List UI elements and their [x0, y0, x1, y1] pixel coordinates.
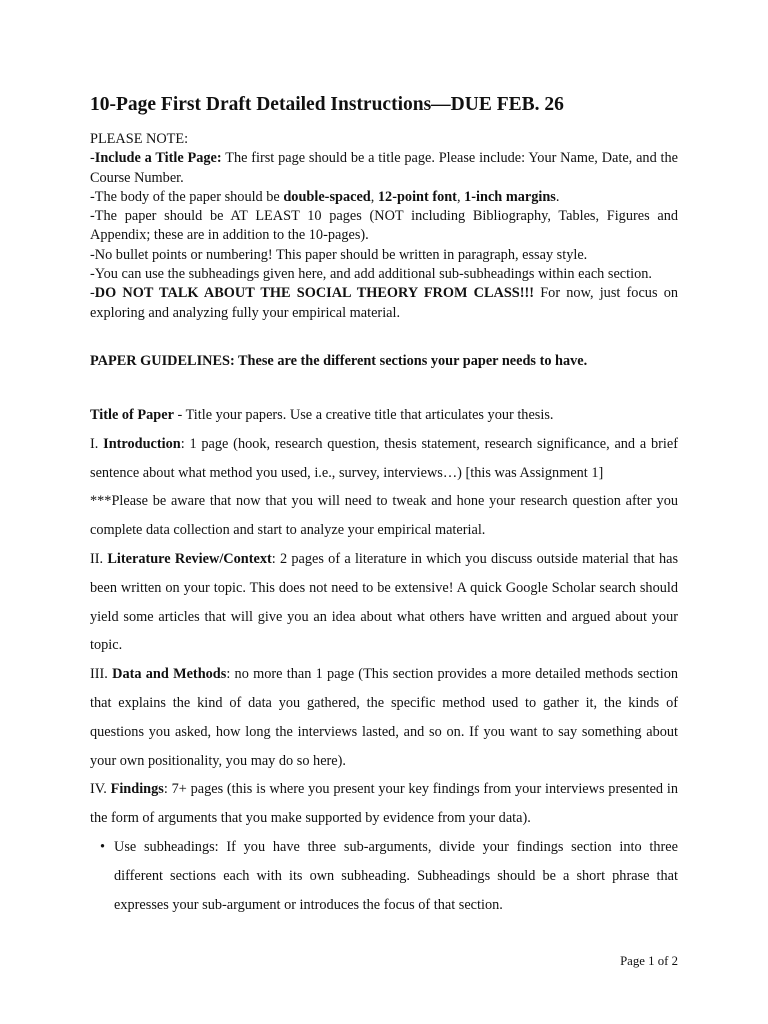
title-of-paper-text: - Title your papers. Use a creative title that articulates your thesis.	[173, 406, 554, 423]
introduction-note: ***Please be aware that now that you will need to tweak and hone your research question after you complete data collection and start to analyze your empirical material.	[90, 493, 678, 539]
data-methods-section	[90, 660, 678, 775]
literature-review-section	[90, 545, 678, 660]
title-page-text: The first page should be a title page. Please include: Your Name, Date, and the Course Number.	[90, 150, 678, 186]
body-format-text-2: ,	[370, 188, 378, 205]
bullet-icon: •	[100, 838, 106, 855]
body-format-text-1: -The body of the paper should be	[90, 188, 284, 205]
introduction-bold: Introduction	[103, 435, 181, 452]
literature-text: : 2 pages of a literature in which you discuss outside material that has been written on your topic. This does not need to be extensive! A quick Google Scholar search should yield some articles that will give you an idea about what others have written and argued about your topic.	[90, 550, 679, 654]
introduction-section	[90, 430, 678, 488]
social-theory-instruction	[90, 284, 678, 323]
title-page-instruction	[90, 149, 678, 188]
findings-num: IV.	[90, 781, 111, 798]
page-number-footer: Page 1 of 2	[620, 954, 678, 968]
social-theory-text: For now, just focus on exploring and analyzing fully your empirical material.	[90, 285, 678, 321]
subheadings-instruction: -You can use the subheadings given here, and add additional sub-subheadings within each section.	[90, 266, 652, 283]
literature-num: II.	[90, 550, 108, 567]
title-of-paper-section	[90, 401, 678, 430]
social-theory-prefix: -	[90, 285, 95, 302]
introduction-num: I.	[90, 435, 104, 452]
length-instruction: -The paper should be AT LEAST 10 pages (NOT including Bibliography, Tables, Figures and Appendix; these are in addition to the 10-pages).	[90, 208, 678, 244]
data-methods-bold: Data and Methods	[112, 666, 227, 683]
data-methods-text: : no more than 1 page (This section provides a more detailed methods section that explains the kind of data you gathered, the specific method used to gather it, the kinds of questions you asked, how long the interviews lasted, and so on. If you want to say something about your own positionality, you may do so here).	[90, 666, 678, 769]
margins-bold: 1-inch margins	[464, 188, 556, 205]
please-note-block	[90, 130, 678, 323]
list-item	[90, 833, 678, 919]
document-title: 10-Page First Draft Detailed Instructions—DUE FEB. 26	[90, 94, 564, 115]
body-format-instruction	[90, 188, 678, 207]
double-spaced-bold: double-spaced	[283, 188, 371, 205]
sections-block	[90, 401, 678, 919]
font-size-bold: 12-point font	[377, 188, 457, 205]
findings-text: : 7+ pages (this is where you present your key findings from your interviews presented in the form of arguments that you make supported by evidence from your data).	[90, 781, 678, 827]
paper-guidelines-heading: PAPER GUIDELINES: These are the different sections your paper needs to have.	[90, 352, 588, 369]
body-format-text-3: ,	[456, 188, 465, 205]
introduction-text: : 1 page (hook, research question, thesis statement, research significance, and a brief sentence about what method you used, i.e., survey, interviews…) [this was Assignment 1]	[90, 435, 678, 481]
title-of-paper-bold: Title of Paper	[90, 406, 174, 423]
literature-bold: Literature Review/Context	[107, 550, 272, 567]
findings-section	[90, 775, 678, 833]
findings-bullet-list	[90, 833, 678, 919]
please-note-heading: PLEASE NOTE:	[90, 131, 189, 147]
title-page-prefix: -	[90, 150, 95, 167]
findings-bold: Findings	[110, 781, 164, 798]
document-body	[90, 92, 678, 919]
title-page-bold: Include a Title Page:	[94, 150, 222, 167]
no-bullets-instruction: -No bullet points or numbering! This paper should be written in paragraph, essay style.	[90, 246, 588, 263]
data-methods-num: III.	[90, 666, 113, 683]
social-theory-bold: DO NOT TALK ABOUT THE SOCIAL THEORY FROM CLASS!!!	[94, 285, 535, 302]
subheadings-bullet-text: Use subheadings: If you have three sub-arguments, divide your findings section into three different sections each with its own subheading. Subheadings should be a short phrase that expresses your sub-argument or introduces the focus of that section.	[114, 838, 678, 913]
body-format-text-4: .	[555, 188, 560, 205]
